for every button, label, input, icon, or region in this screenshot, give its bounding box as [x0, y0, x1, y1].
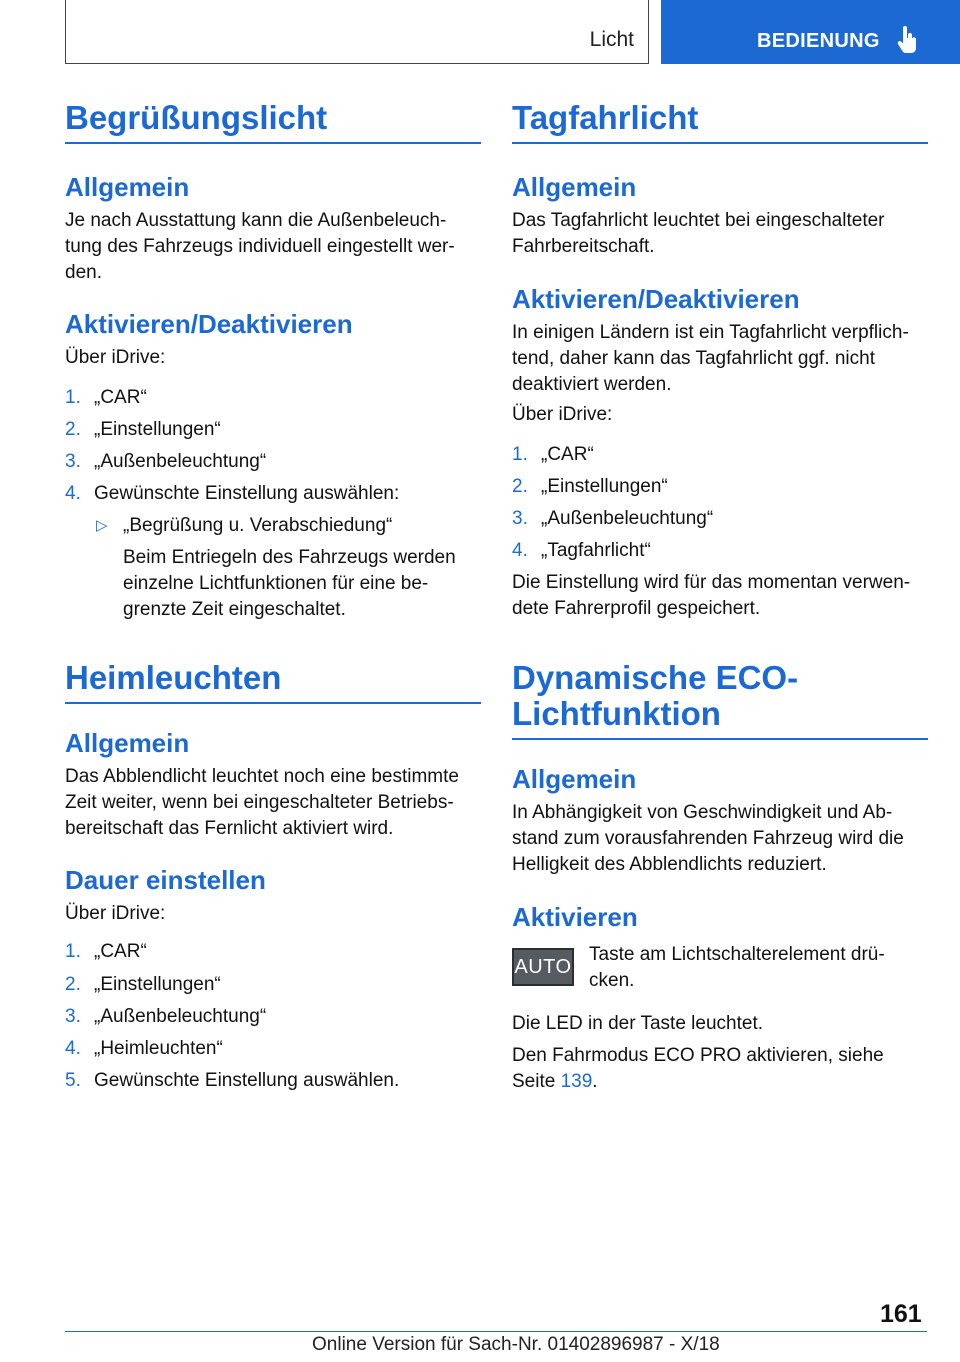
eco-general-heading: Allgemein — [512, 764, 637, 794]
daytime-general-text: Das Tagfahrlicht leuchtet bei eingeschalteter Fahrbereitschaft. — [512, 210, 885, 257]
footer-divider — [65, 1331, 927, 1332]
chapter-title: Licht — [589, 28, 634, 51]
header-chapter-box — [65, 0, 649, 64]
header-section-tab[interactable] — [661, 0, 960, 64]
eco-general-text: In Abhängigkeit von Geschwindigkeit und Ab- stand zum vorausfahrenden Fahrzeug wird die Helligkeit des Abblendlichts reduziert. — [512, 802, 904, 875]
pointing-hand-icon — [897, 26, 917, 54]
home-via-idrive: Über iDrive: — [65, 903, 166, 924]
page-number: 161 — [880, 1300, 922, 1328]
auto-button-icon: AUTO — [512, 948, 574, 986]
greeting-general-heading: Allgemein — [65, 172, 190, 202]
triangle-right-icon: ▷ — [96, 517, 108, 534]
home-duration-heading: Dauer einstellen — [65, 865, 266, 895]
eco-light-title: Dynamische ECO- Lichtfunktion — [512, 660, 928, 740]
greeting-sub-text: Beim Entriegeln des Fahrzeugs werden einzelne Lichtfunktionen für eine be- grenzte Zeit eingeschaltet. — [123, 547, 456, 620]
daytime-via-idrive: Über iDrive: — [512, 404, 613, 425]
home-general-text: Das Abblendlicht leuchtet noch eine bestimmte Zeit weiter, wenn bei eingeschalteter Betriebs- bereitschaft das Fernlicht aktiviert wird. — [65, 766, 459, 839]
right-column: Tagfahrlicht Allgemein Das Tagfahrlicht leuchtet bei eingeschalteter Fahrbereitschaft. Aktivieren/Deaktivieren In einigen Ländern ist ein Tagfahrlicht verpflich- tend, daher kann das Tagfahrlicht ggf. nicht deaktiviert werden. Über iDrive: 1. „CAR“ 2. „Einstellungen“ 3. „Außenbeleuchtung“ 4. „Tagfahrlicht“ Die Einstellung wird für das momentan verwen- dete Fahrerprofil gespeichert. Dynamische ECO- Lichtfunktion Allgemein In Abhängigkeit von Geschwindigkeit und Ab- stand zum vorausfahrenden Fahrzeug wird die Helligkeit des Abblendlichts reduziert. Aktivieren AUTO Taste am Lichtschalterelement drü- cken. Die LED in der Taste leuchtet. Den Fahrmodus ECO PRO aktivieren, siehe Seite 139. — [512, 100, 928, 144]
greeting-via-idrive: Über iDrive: — [65, 347, 166, 368]
daytime-activate-text: In einigen Ländern ist ein Tagfahrlicht verpflich- tend, daher kann das Tagfahrlicht ggf. nicht deaktiviert werden. — [512, 322, 909, 395]
section-title: BEDIENUNG — [757, 30, 880, 52]
eco-button-text: Taste am Lichtschalterelement drü- cken. — [589, 944, 885, 991]
daytime-general-heading: Allgemein — [512, 172, 637, 202]
eco-mode-text: Den Fahrmodus ECO PRO aktivieren, siehe Seite 139. — [512, 1045, 884, 1092]
eco-activate-heading: Aktivieren — [512, 902, 638, 932]
home-general-heading: Allgemein — [65, 728, 190, 758]
daytime-note-text: Die Einstellung wird für das momentan verwen- dete Fahrerprofil gespeichert. — [512, 572, 911, 619]
greeting-activate-heading: Aktivieren/Deaktivieren — [65, 309, 353, 339]
daytime-light-title: Tagfahrlicht — [512, 100, 928, 144]
footer-online-version: Online Version für Sach-Nr. 01402896987 - X/18 — [312, 1334, 720, 1355]
daytime-activate-heading: Aktivieren/Deaktivieren — [512, 284, 800, 314]
page-link-139[interactable]: 139 — [560, 1071, 593, 1092]
greeting-light-title: Begrüßungslicht — [65, 100, 481, 144]
eco-led-text: Die LED in der Taste leuchtet. — [512, 1013, 764, 1034]
home-light-title: Heimleuchten — [65, 660, 481, 704]
left-column: Begrüßungslicht Allgemein Je nach Ausstattung kann die Außenbeleuch- tung des Fahrzeugs individuell eingestellt wer- den. Aktivieren/Deaktivieren Über iDrive: 1. „CAR“ 2. „Einstellungen“ 3. „Außenbeleuchtung“ 4. Gewünschte Einstellung auswählen: ▷ „Begrüßung u. Verabschiedung“ Beim Entriegeln des Fahrzeugs werden einzelne Lichtfunktionen für eine be- grenzte Zeit eingeschaltet. Heimleuchten Allgemein Das Abblendlicht leuchtet noch eine bestimmte Zeit weiter, wenn bei eingeschalteter Betriebs- bereitschaft das Fernlicht aktiviert wird. Dauer einstellen Über iDrive: 1. „CAR“ 2. „Einstellungen“ 3. „Außenbeleuchtung“ 4. „Heimleuchten“ 5. Gewünschte Einstellung auswählen. — [65, 100, 481, 144]
greeting-general-text: Je nach Ausstattung kann die Außenbeleuch- tung des Fahrzeugs individuell eingestellt wer- den. — [65, 210, 455, 283]
